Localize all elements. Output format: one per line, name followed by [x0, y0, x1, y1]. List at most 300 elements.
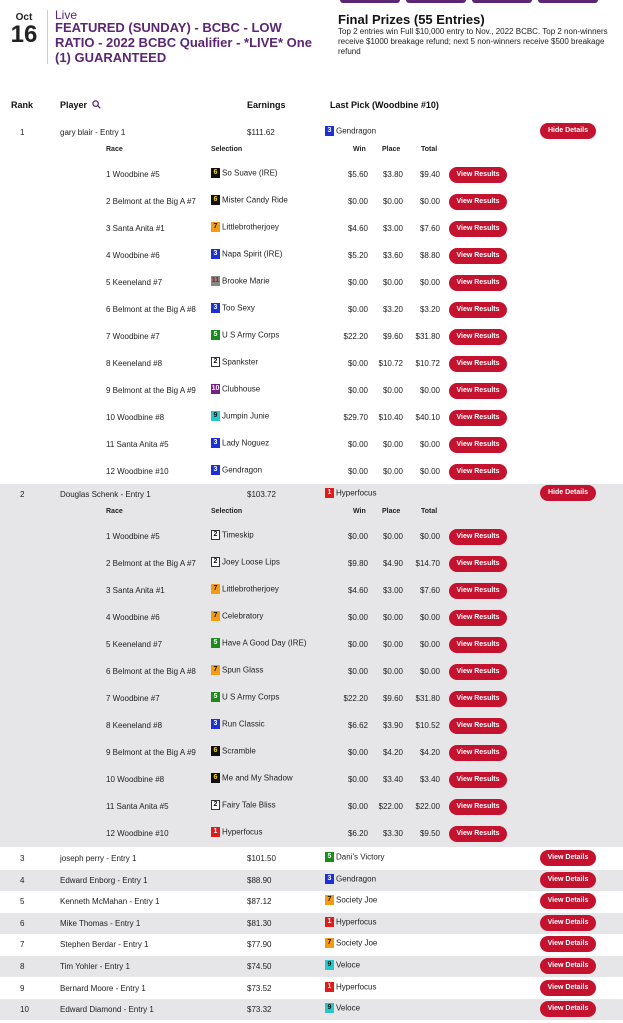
table-row: [0, 891, 623, 912]
place-value: $3.00: [382, 586, 403, 595]
col-earnings: Earnings: [247, 100, 286, 110]
player-name[interactable]: Mike Thomas - Entry 1: [60, 918, 141, 928]
total-value: $8.80: [419, 251, 440, 260]
race-row: [0, 690, 623, 708]
table-row: [0, 978, 623, 999]
event-header: [0, 8, 623, 68]
selection-cell: [211, 249, 282, 259]
win-value: $9.80: [347, 559, 368, 568]
horse-name: Spun Glass: [222, 665, 264, 675]
view-results-button[interactable]: View Results: [449, 637, 507, 653]
race-name: 2 Belmont at the Big A #7: [106, 197, 196, 206]
total-value: $40.10: [415, 413, 440, 422]
race-name: 3 Santa Anita #1: [106, 586, 165, 595]
saddlecloth-badge: 3: [211, 438, 220, 448]
horse-name: Timeskip: [222, 530, 254, 540]
race-row: [0, 409, 623, 427]
table-row: [0, 484, 623, 847]
race-row: [0, 463, 623, 481]
last-pick-cell: [325, 874, 376, 884]
race-subheader: [0, 508, 623, 520]
horse-name: U S Army Corps: [222, 330, 280, 340]
saddlecloth-badge: 7: [325, 895, 334, 905]
last-pick-cell: [325, 895, 377, 905]
earnings-cell: $88.90: [247, 875, 272, 885]
race-row: [0, 528, 623, 546]
earnings-cell: $77.90: [247, 940, 272, 950]
race-name: 10 Woodbine #8: [106, 775, 165, 784]
win-value: $4.60: [347, 586, 368, 595]
event-title: FEATURED (SUNDAY) - BCBC - LOW RATIO - 2022 BCBC Qualifier - *LIVE* One (1) GUARANTEED: [55, 20, 312, 65]
view-results-button[interactable]: View Results: [449, 556, 507, 572]
selection-cell: [211, 692, 279, 702]
subcol-place: Place: [382, 508, 401, 515]
saddlecloth-badge: 2: [211, 800, 220, 810]
place-value: $0.00: [382, 278, 403, 287]
event-month: Oct: [15, 12, 33, 23]
total-value: $10.72: [415, 359, 440, 368]
col-last-pick: Last Pick (Woodbine #10): [330, 100, 439, 110]
total-value: $4.20: [419, 748, 440, 757]
race-name: 1 Woodbine #5: [106, 532, 160, 541]
race-name: 11 Santa Anita #5: [106, 802, 169, 811]
earnings-cell: $111.62: [247, 128, 275, 137]
saddlecloth-badge: 5: [211, 330, 220, 340]
last-pick-cell: [325, 488, 376, 498]
rank-cell: 1: [20, 128, 25, 137]
saddlecloth-badge: 2: [211, 357, 220, 367]
last-pick-cell: [325, 960, 360, 970]
place-value: $0.00: [382, 197, 403, 206]
win-value: $0.00: [347, 278, 368, 287]
rank-cell: 7: [20, 940, 25, 950]
total-value: $14.70: [415, 559, 440, 568]
race-name: 5 Keeneland #7: [106, 640, 163, 649]
win-value: $22.20: [343, 694, 368, 703]
place-value: $3.20: [382, 305, 403, 314]
race-name: 2 Belmont at the Big A #7: [106, 559, 196, 568]
view-results-button[interactable]: View Results: [449, 437, 507, 453]
view-results-button[interactable]: View Results: [449, 302, 507, 318]
earnings-cell: $73.32: [247, 1005, 272, 1015]
win-value: $0.00: [347, 802, 368, 811]
saddlecloth-badge: 1: [211, 827, 220, 837]
saddlecloth-badge: 7: [211, 665, 220, 675]
race-name: 4 Woodbine #6: [106, 613, 160, 622]
hide-details-button[interactable]: Hide Details: [540, 485, 596, 501]
saddlecloth-badge: 2: [211, 557, 220, 567]
selection-cell: [211, 276, 270, 286]
view-results-button[interactable]: View Results: [449, 464, 507, 480]
win-value: $6.20: [347, 829, 368, 838]
event-date: [7, 12, 41, 47]
view-details-button[interactable]: View Details: [540, 980, 596, 996]
race-row: [0, 247, 623, 265]
selection-cell: [211, 719, 265, 729]
win-value: $6.62: [347, 721, 368, 730]
view-results-button[interactable]: View Results: [449, 718, 507, 734]
view-results-button[interactable]: View Results: [449, 745, 507, 761]
place-value: $0.00: [382, 640, 403, 649]
saddlecloth-badge: 10: [211, 385, 220, 392]
view-results-button[interactable]: View Results: [449, 383, 507, 399]
win-value: $0.00: [347, 386, 368, 395]
race-row: [0, 301, 623, 319]
view-results-button[interactable]: View Results: [449, 275, 507, 291]
place-value: $3.00: [382, 224, 403, 233]
win-value: $0.00: [347, 640, 368, 649]
saddlecloth-badge: 3: [325, 126, 334, 136]
table-row: [0, 122, 623, 484]
total-value: $0.00: [419, 667, 440, 676]
saddlecloth-badge: 3: [211, 303, 220, 313]
place-value: $0.00: [382, 532, 403, 541]
win-value: $22.20: [343, 332, 368, 341]
view-details-button[interactable]: View Details: [540, 893, 596, 909]
race-row: [0, 555, 623, 573]
race-row: [0, 744, 623, 762]
selection-cell: [211, 800, 276, 810]
total-value: $0.00: [419, 197, 440, 206]
race-row: [0, 636, 623, 654]
view-results-button[interactable]: View Results: [449, 221, 507, 237]
horse-name: Joey Loose Lips: [222, 557, 280, 567]
rank-cell: 4: [20, 875, 25, 885]
horse-name: Gendragon: [336, 874, 377, 884]
horse-name: Jumpin Junie: [222, 411, 270, 421]
earnings-cell: $101.50: [247, 854, 276, 863]
selection-cell: [211, 465, 262, 475]
horse-name: Hyperfocus: [222, 827, 263, 837]
saddlecloth-badge: 5: [211, 638, 220, 648]
horse-name: U S Army Corps: [222, 692, 280, 702]
saddlecloth-badge: 3: [211, 465, 220, 475]
rank-cell: 9: [20, 983, 25, 993]
horse-name: Hyperfocus: [336, 488, 377, 498]
saddlecloth-badge: 2: [211, 530, 220, 540]
selection-cell: [211, 638, 306, 648]
selection-cell: [211, 530, 254, 540]
table-row: [0, 913, 623, 934]
place-value: $9.60: [382, 332, 403, 341]
race-row: [0, 220, 623, 238]
horse-name: Have A Good Day (IRE): [222, 638, 307, 648]
selection-cell: [211, 357, 258, 367]
selection-cell: [211, 584, 279, 594]
win-value: $4.60: [347, 224, 368, 233]
view-results-button[interactable]: View Results: [449, 664, 507, 680]
saddlecloth-badge: 9: [325, 1003, 334, 1013]
total-value: $0.00: [419, 467, 440, 476]
view-results-button[interactable]: View Results: [449, 772, 507, 788]
saddlecloth-badge: 6: [211, 195, 220, 205]
horse-name: Littlebrotherjoey: [222, 584, 279, 594]
selection-cell: [211, 384, 260, 394]
selection-cell: [211, 827, 262, 837]
saddlecloth-badge: 1: [325, 488, 334, 498]
player-name[interactable]: Douglas Schenk - Entry 1: [60, 490, 151, 499]
player-name[interactable]: Tim Yohler - Entry 1: [60, 962, 130, 971]
subcol-win: Win: [353, 146, 366, 153]
view-results-button[interactable]: View Results: [449, 167, 507, 183]
last-pick-cell: [325, 1003, 360, 1013]
horse-name: Fairy Tale Bliss: [222, 800, 276, 810]
last-pick-cell: [325, 982, 376, 992]
saddlecloth-badge: 3: [211, 719, 220, 729]
place-value: $22.00: [378, 802, 403, 811]
col-player: Player: [60, 100, 88, 110]
prize-description: Top 2 entries win Full $10,000 entry to Nov., 2022 BCBC. Top 2 non-winners receive $1000 breakage refund; next 5 non-winners receive $500 breakage refund: [338, 27, 608, 56]
race-name: 7 Woodbine #7: [106, 694, 160, 703]
rank-cell: 3: [20, 854, 25, 863]
win-value: $0.00: [347, 613, 368, 622]
earnings-cell: $74.50: [247, 962, 272, 971]
saddlecloth-badge: 3: [211, 249, 220, 259]
race-name: 12 Woodbine #10: [106, 467, 169, 476]
hide-details-button[interactable]: Hide Details: [540, 123, 596, 139]
saddlecloth-badge: 9: [325, 960, 334, 970]
race-name: 12 Woodbine #10: [106, 829, 169, 838]
selection-cell: [211, 222, 279, 232]
player-name[interactable]: Edward Enborg - Entry 1: [60, 875, 148, 885]
last-pick-cell: [325, 938, 377, 948]
horse-name: Veloce: [336, 1003, 361, 1013]
live-status: Live: [55, 8, 78, 22]
race-name: 6 Belmont at the Big A #8: [106, 667, 196, 676]
selection-cell: [211, 168, 278, 178]
saddlecloth-badge: 1: [325, 917, 334, 927]
win-value: $5.60: [347, 170, 368, 179]
saddlecloth-badge: 5: [325, 852, 334, 862]
rank-cell: 8: [20, 962, 25, 971]
total-value: $0.00: [419, 278, 440, 287]
view-results-button[interactable]: View Results: [449, 329, 507, 345]
player-name[interactable]: Edward Diamond - Entry 1: [60, 1005, 154, 1015]
earnings-cell: $73.52: [247, 983, 272, 993]
place-value: $3.60: [382, 251, 403, 260]
place-value: $0.00: [382, 467, 403, 476]
saddlecloth-badge: 7: [325, 938, 334, 948]
horse-name: Clubhouse: [222, 384, 261, 394]
total-value: $10.52: [415, 721, 440, 730]
race-name: 9 Belmont at the Big A #9: [106, 748, 196, 757]
view-details-button[interactable]: View Details: [540, 936, 596, 952]
rank-cell: 10: [20, 1005, 29, 1015]
total-value: $9.40: [419, 170, 440, 179]
race-name: 3 Santa Anita #1: [106, 224, 165, 233]
total-value: $22.00: [415, 802, 440, 811]
table-row: [0, 999, 623, 1020]
saddlecloth-badge: 9: [211, 411, 220, 421]
event-day: 16: [10, 21, 38, 48]
total-value: $9.50: [419, 829, 440, 838]
horse-name: Society Joe: [336, 938, 378, 948]
table-row: [0, 848, 623, 869]
player-name[interactable]: Stephen Berdar - Entry 1: [60, 940, 149, 950]
table-row: [0, 870, 623, 891]
selection-cell: [211, 195, 288, 205]
subcol-win: Win: [353, 508, 366, 515]
race-name: 8 Keeneland #8: [106, 359, 163, 368]
race-row: [0, 771, 623, 789]
selection-cell: [211, 330, 279, 340]
win-value: $0.00: [347, 667, 368, 676]
win-value: $0.00: [347, 532, 368, 541]
race-row: [0, 355, 623, 373]
col-rank: Rank: [11, 100, 34, 110]
view-results-button[interactable]: View Results: [449, 529, 507, 545]
win-value: $5.20: [347, 251, 368, 260]
saddlecloth-badge: 5: [211, 692, 220, 702]
horse-name: Run Classic: [222, 719, 265, 729]
subcol-race: Race: [106, 146, 123, 153]
subcol-selection: Selection: [211, 508, 243, 515]
win-value: $29.70: [343, 413, 368, 422]
total-value: $31.80: [415, 694, 440, 703]
selection-cell: [211, 303, 255, 313]
view-results-button[interactable]: View Results: [449, 826, 507, 842]
search-icon[interactable]: [92, 100, 101, 109]
place-value: $3.80: [382, 170, 403, 179]
horse-name: Mister Candy Ride: [222, 195, 288, 205]
view-results-button[interactable]: View Results: [449, 691, 507, 707]
player-name[interactable]: gary blair - Entry 1: [60, 128, 126, 137]
table-row: [0, 956, 623, 977]
race-name: 5 Keeneland #7: [106, 278, 163, 287]
horse-name: Celebratory: [222, 611, 264, 621]
place-value: $10.72: [378, 359, 403, 368]
place-value: $0.00: [382, 667, 403, 676]
last-pick-cell: [325, 126, 376, 136]
last-pick-cell: [325, 917, 376, 927]
race-row: [0, 825, 623, 843]
prize-title: Final Prizes (55 Entries): [338, 12, 485, 27]
view-details-button[interactable]: View Details: [540, 872, 596, 888]
view-details-button[interactable]: View Details: [540, 850, 596, 866]
place-value: $0.00: [382, 613, 403, 622]
view-results-button[interactable]: View Results: [449, 583, 507, 599]
place-value: $10.40: [378, 413, 403, 422]
horse-name: Hyperfocus: [336, 982, 377, 992]
win-value: $0.00: [347, 305, 368, 314]
win-value: $0.00: [347, 197, 368, 206]
race-row: [0, 582, 623, 600]
subcol-selection: Selection: [211, 146, 243, 153]
player-name[interactable]: Kenneth McMahan - Entry 1: [60, 897, 160, 907]
horse-name: Dani's Victory: [336, 852, 385, 862]
earnings-cell: $81.30: [247, 918, 272, 928]
rank-cell: 2: [20, 490, 25, 499]
total-value: $7.60: [419, 586, 440, 595]
saddlecloth-badge: 7: [211, 611, 220, 621]
view-results-button[interactable]: View Results: [449, 610, 507, 626]
horse-name: Society Joe: [336, 895, 378, 905]
total-value: $7.60: [419, 224, 440, 233]
race-row: [0, 798, 623, 816]
place-value: $4.90: [382, 559, 403, 568]
race-row: [0, 193, 623, 211]
last-pick-cell: [325, 852, 385, 862]
win-value: $0.00: [347, 359, 368, 368]
horse-name: Too Sexy: [222, 303, 255, 313]
horse-name: Veloce: [336, 960, 361, 970]
horse-name: Gendragon: [336, 126, 377, 136]
saddlecloth-badge: 7: [211, 222, 220, 232]
horse-name: So Suave (IRE): [222, 168, 278, 178]
race-row: [0, 663, 623, 681]
race-row: [0, 328, 623, 346]
race-name: 9 Belmont at the Big A #9: [106, 386, 196, 395]
table-row: [0, 934, 623, 955]
race-name: 10 Woodbine #8: [106, 413, 165, 422]
horse-name: Brooke Marie: [222, 276, 270, 286]
win-value: $0.00: [347, 440, 368, 449]
saddlecloth-badge: 6: [211, 746, 220, 756]
win-value: $0.00: [347, 748, 368, 757]
rank-cell: 5: [20, 897, 25, 907]
total-value: $0.00: [419, 386, 440, 395]
earnings-cell: $87.12: [247, 897, 272, 907]
horse-name: Me and My Shadow: [222, 773, 293, 783]
view-details-button[interactable]: View Details: [540, 958, 596, 974]
selection-cell: [211, 773, 293, 783]
view-results-button[interactable]: View Results: [449, 194, 507, 210]
race-row: [0, 382, 623, 400]
race-name: 7 Woodbine #7: [106, 332, 160, 341]
place-value: $0.00: [382, 386, 403, 395]
race-name: 11 Santa Anita #5: [106, 440, 169, 449]
header-divider: [47, 10, 48, 64]
win-value: $0.00: [347, 775, 368, 784]
place-value: $9.60: [382, 694, 403, 703]
total-value: $0.00: [419, 440, 440, 449]
view-details-button[interactable]: View Details: [540, 1001, 596, 1017]
selection-cell: [211, 438, 269, 448]
race-name: 8 Keeneland #8: [106, 721, 163, 730]
earnings-cell: $103.72: [247, 490, 276, 499]
selection-cell: [211, 746, 256, 756]
race-row: [0, 609, 623, 627]
horse-name: Littlebrotherjoey: [222, 222, 279, 232]
place-value: $0.00: [382, 440, 403, 449]
subcol-race: Race: [106, 508, 123, 515]
view-results-button[interactable]: View Results: [449, 410, 507, 426]
total-value: $0.00: [419, 532, 440, 541]
top-nav-strip: [0, 0, 623, 4]
race-name: 1 Woodbine #5: [106, 170, 160, 179]
selection-cell: [211, 411, 269, 421]
saddlecloth-badge: 7: [211, 584, 220, 594]
view-results-button[interactable]: View Results: [449, 356, 507, 372]
race-subheader: [0, 146, 623, 158]
horse-name: Scramble: [222, 746, 256, 756]
player-name[interactable]: Bernard Moore - Entry 1: [60, 983, 146, 993]
total-value: $3.20: [419, 305, 440, 314]
selection-cell: [211, 611, 263, 621]
saddlecloth-badge: 11: [211, 277, 220, 284]
race-row: [0, 717, 623, 735]
race-row: [0, 436, 623, 454]
view-results-button[interactable]: View Results: [449, 248, 507, 264]
horse-name: Hyperfocus: [336, 917, 377, 927]
player-name[interactable]: joseph perry - Entry 1: [60, 854, 137, 863]
view-details-button[interactable]: View Details: [540, 915, 596, 931]
view-results-button[interactable]: View Results: [449, 799, 507, 815]
total-value: $31.80: [415, 332, 440, 341]
race-row: [0, 274, 623, 292]
race-name: 6 Belmont at the Big A #8: [106, 305, 196, 314]
saddlecloth-badge: 1: [325, 982, 334, 992]
